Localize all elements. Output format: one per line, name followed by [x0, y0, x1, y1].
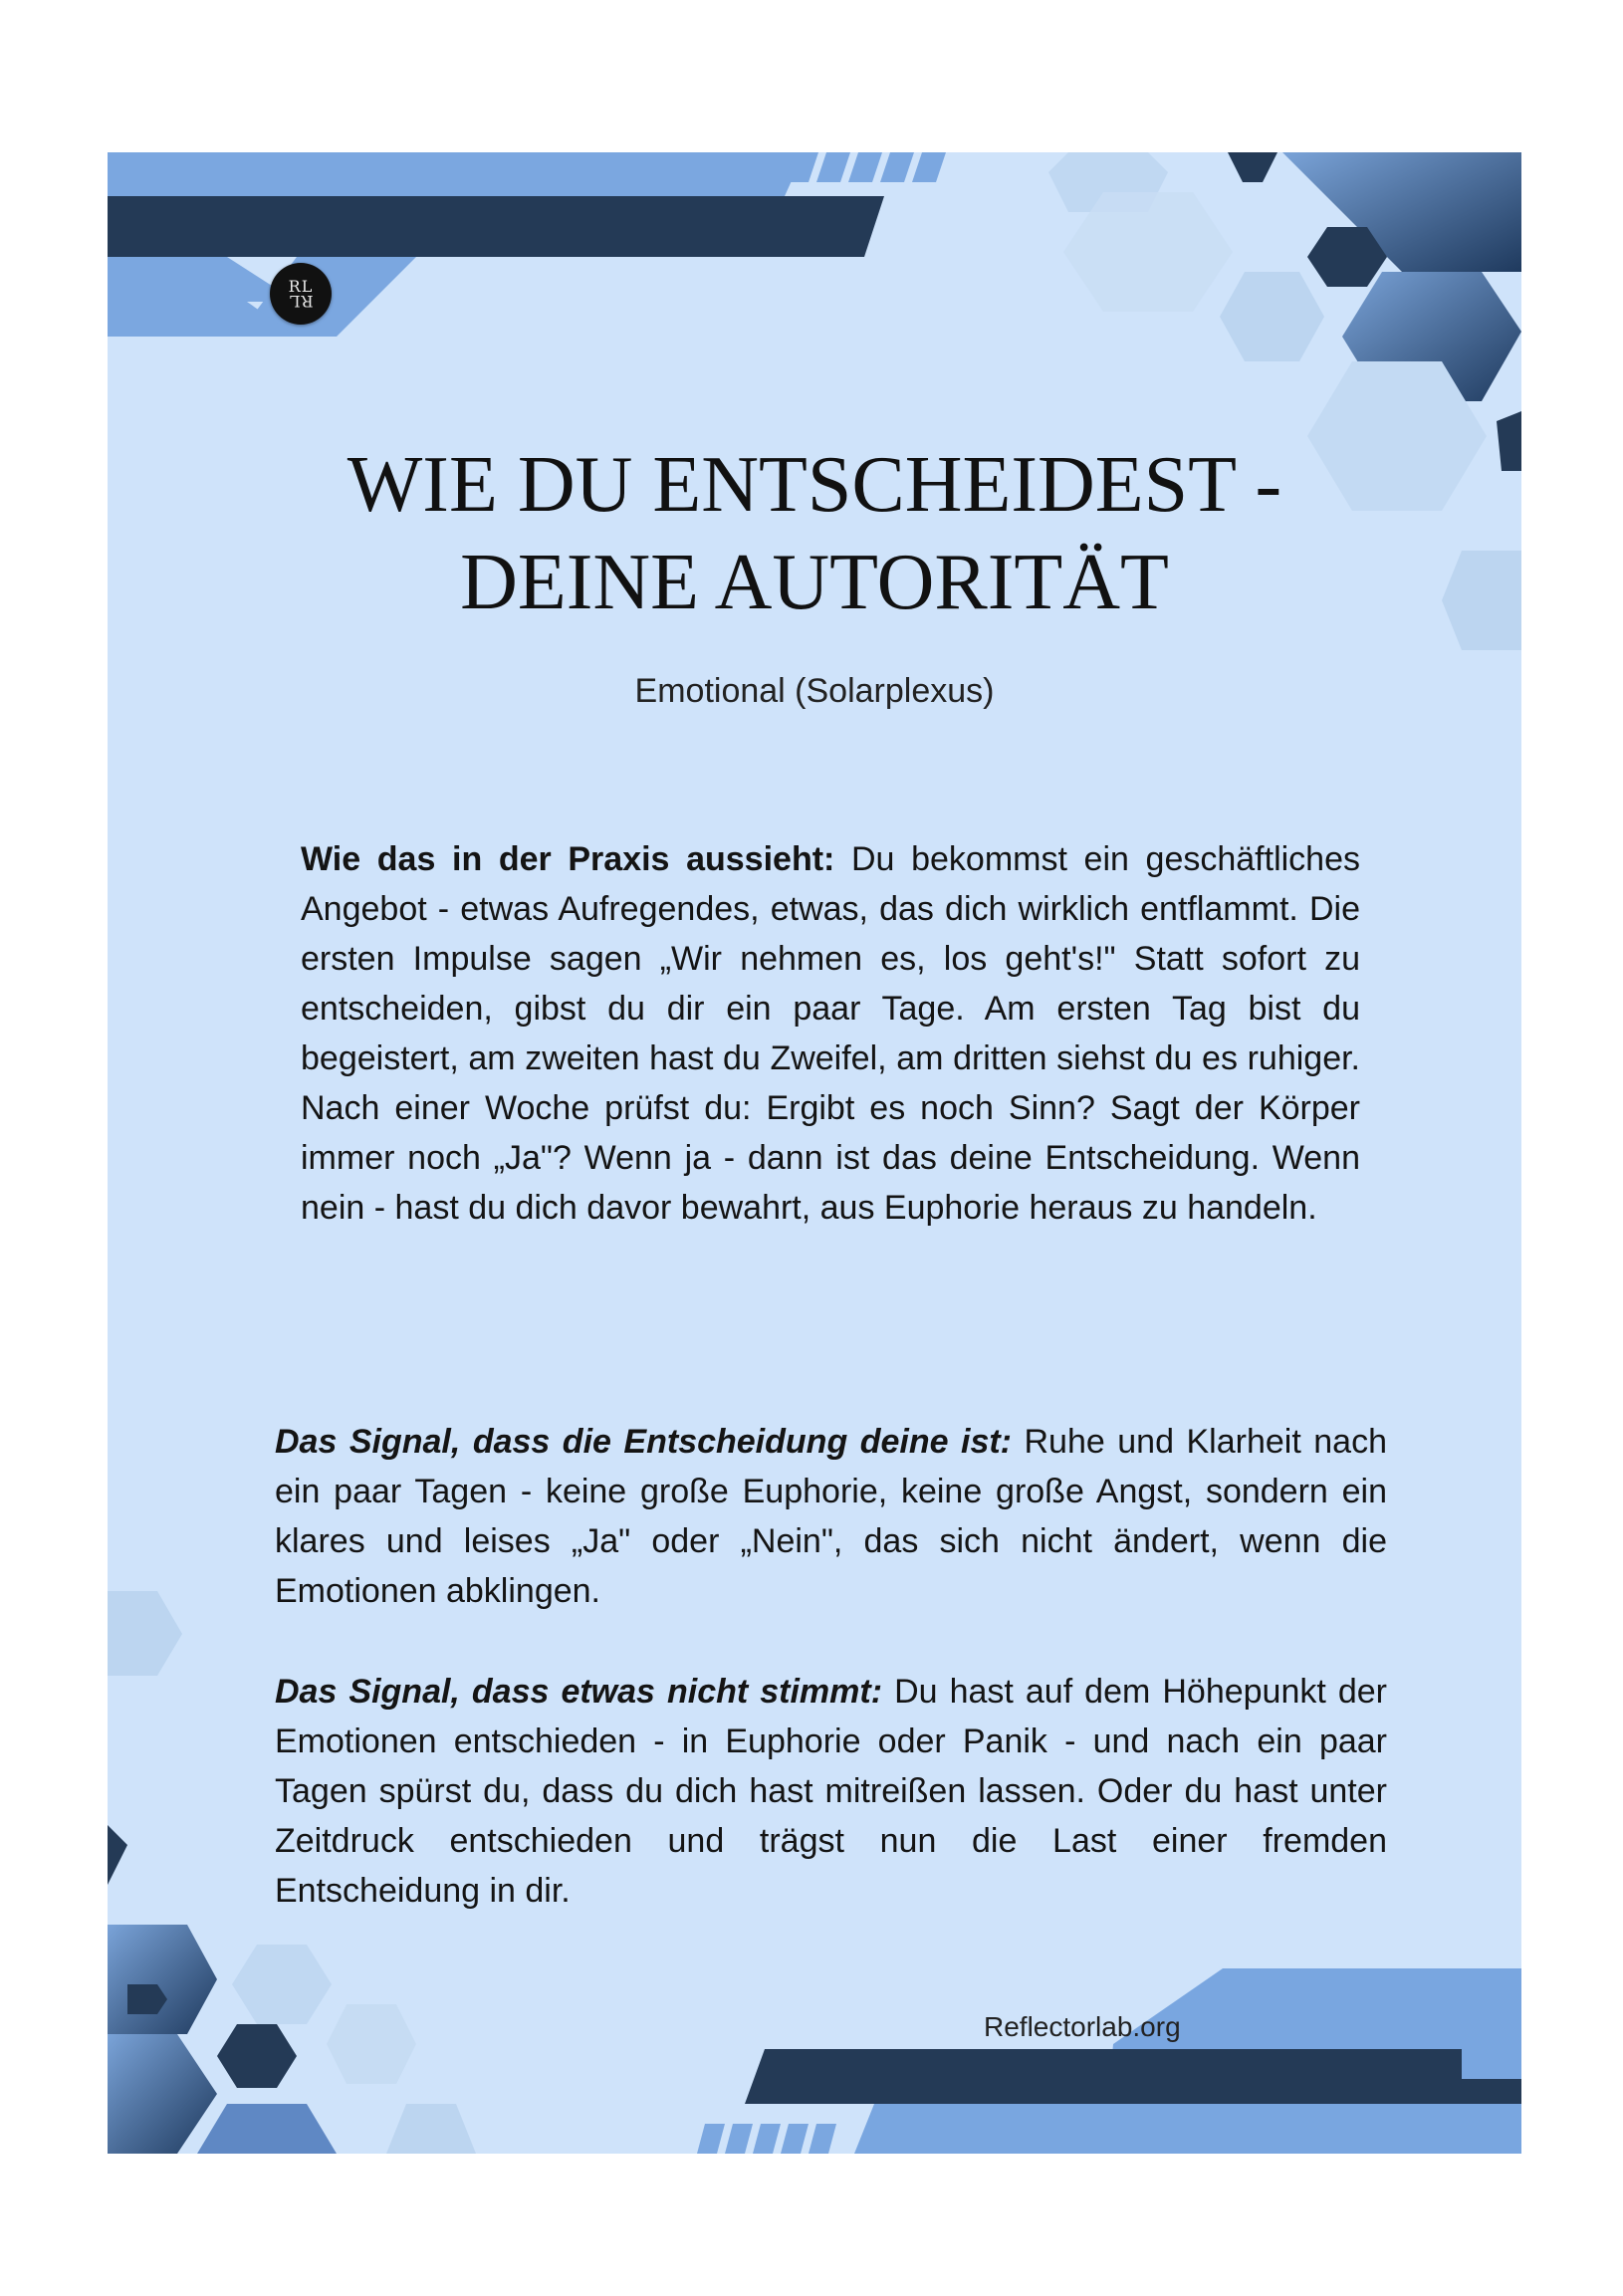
signal-wrong-lead: Das Signal, dass etwas nicht stimmt: — [275, 1673, 883, 1711]
page-title-line-1: WIE DU ENTSCHEIDEST - — [347, 441, 1282, 529]
logo-text-top: RL — [288, 277, 314, 296]
footer-website: Reflectorlab.org — [984, 2011, 1181, 2042]
page-title — [108, 436, 1521, 631]
page-subtitle: Emotional (Solarplexus) — [634, 672, 995, 710]
signal-wrong-paragraph — [275, 1667, 1387, 1916]
practice-paragraph-lead: Wie das in der Praxis aussieht: — [301, 840, 835, 878]
reflectorlab-logo — [270, 263, 332, 325]
signal-right-lead: Das Signal, dass die Entscheidung deine ist: — [275, 1423, 1012, 1461]
signal-right-paragraph — [275, 1417, 1387, 1616]
practice-paragraph — [301, 834, 1360, 1233]
page-title-line-2: DEINE AUTORITÄT — [460, 539, 1169, 626]
logo-text-bottom: RL — [288, 292, 314, 311]
document-page — [108, 152, 1521, 2154]
signal-wrong-text: Du hast auf dem Höhepunkt der Emotionen entschieden - in Euphorie oder Panik - und nach ein paar Tagen spürst du, dass du dich hast mitreißen lassen. Oder du hast unter Zeitdruck entschieden und trägst nun die Last einer fremden Entscheidung in dir. — [275, 1673, 1387, 1910]
practice-paragraph-text: Du bekommst ein geschäftliches Angebot - etwas Aufregendes, etwas, das dich wirklich entflammt. Die ersten Impulse sagen „Wir nehmen es, los geht's!" Statt sofort zu entscheiden, gibst du dir ein paar Tage. Am ersten Tag bist du begeistert, am zweiten hast du Zweifel, am dritten siehst du es ruhiger. Nach einer Woche prüfst du: Ergibt es noch Sinn? Sagt der Körper immer noch „Ja"? Wenn ja - dann ist das deine Entscheidung. Wenn nein - hast du dich davor bewahrt, aus Euphorie heraus zu handeln. — [301, 840, 1360, 1227]
signal-right-text: Ruhe und Klarheit nach ein paar Tagen - keine große Euphorie, keine große Angst, sondern ein klares und leises „Ja" oder „Nein", das sich nicht ändert, wenn die Emotionen abklingen. — [275, 1423, 1387, 1610]
